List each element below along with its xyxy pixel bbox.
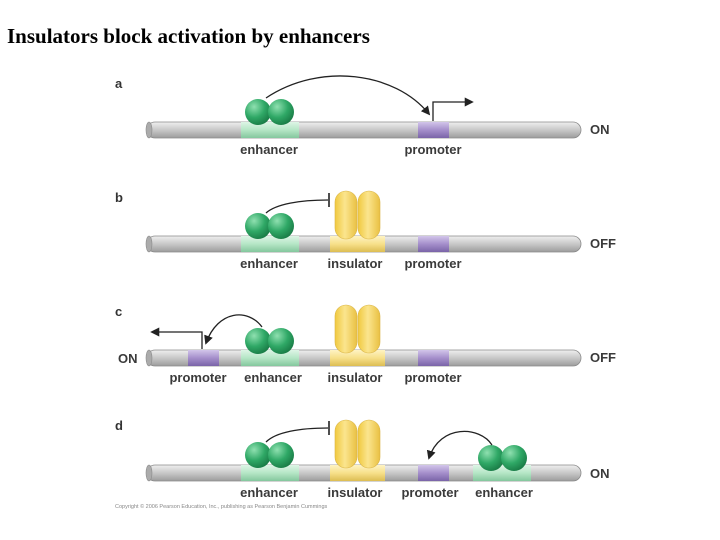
enhancer-label: enhancer: [240, 485, 298, 500]
panel-letter: c: [115, 304, 123, 319]
state-label-right: OFF: [590, 236, 616, 251]
promoter-label-left: promoter: [169, 370, 227, 385]
panel-b: [115, 190, 616, 271]
enhancer-label-right: enhancer: [475, 485, 533, 500]
transcription-arrow-icon: [152, 332, 202, 349]
enhancer-region: [241, 122, 299, 138]
enhancer-label: enhancer: [240, 256, 298, 271]
activator-protein-icon: [245, 442, 294, 468]
insulator-label: insulator: [327, 370, 383, 385]
promoter-region: [418, 122, 449, 138]
insulator-region: [330, 236, 385, 252]
enhancer-region: [241, 236, 299, 252]
panel-letter: d: [115, 418, 123, 433]
promoter-region: [418, 465, 449, 481]
promoter-region: [418, 236, 449, 252]
state-label-right: ON: [590, 122, 610, 137]
enhancer-region: [241, 350, 299, 366]
blocked-arrow-icon: [266, 200, 328, 213]
blocked-arrow-icon: [266, 428, 328, 442]
insulator-protein-icon: [335, 191, 380, 239]
panel-letter: a: [115, 76, 123, 91]
insulator-label: insulator: [327, 256, 383, 271]
panel-c: [115, 304, 616, 385]
promoter-label: promoter: [401, 485, 459, 500]
promoter-label: promoter: [404, 142, 462, 157]
dna-strand: [146, 122, 581, 138]
state-label-right: ON: [590, 466, 610, 481]
promoter-region-left: [188, 350, 219, 366]
insulator-region: [330, 350, 385, 366]
enhancer-label: enhancer: [240, 142, 298, 157]
copyright-text: Copyright © 2006 Pearson Education, Inc., publishing as Pearson Benjamin Cummings: [115, 504, 328, 510]
state-label-left: ON: [118, 351, 138, 366]
activator-protein-icon: [245, 99, 294, 125]
enhancer-label: enhancer: [244, 370, 302, 385]
page-title: Insulators block activation by enhancers: [7, 24, 370, 48]
panel-a: [115, 76, 610, 157]
promoter-label: promoter: [404, 256, 462, 271]
promoter-label: promoter: [404, 370, 462, 385]
transcription-arrow-icon: [433, 102, 472, 121]
insulator-label: insulator: [327, 485, 383, 500]
state-label-right: OFF: [590, 350, 616, 365]
insulator-protein-icon: [335, 305, 380, 353]
activator-protein-icon: [245, 213, 294, 239]
insulator-region: [330, 465, 385, 481]
panel-d: [115, 418, 610, 500]
enhancer-region: [241, 465, 299, 481]
insulator-protein-icon: [335, 420, 380, 468]
panel-letter: b: [115, 190, 123, 205]
promoter-region: [418, 350, 449, 366]
